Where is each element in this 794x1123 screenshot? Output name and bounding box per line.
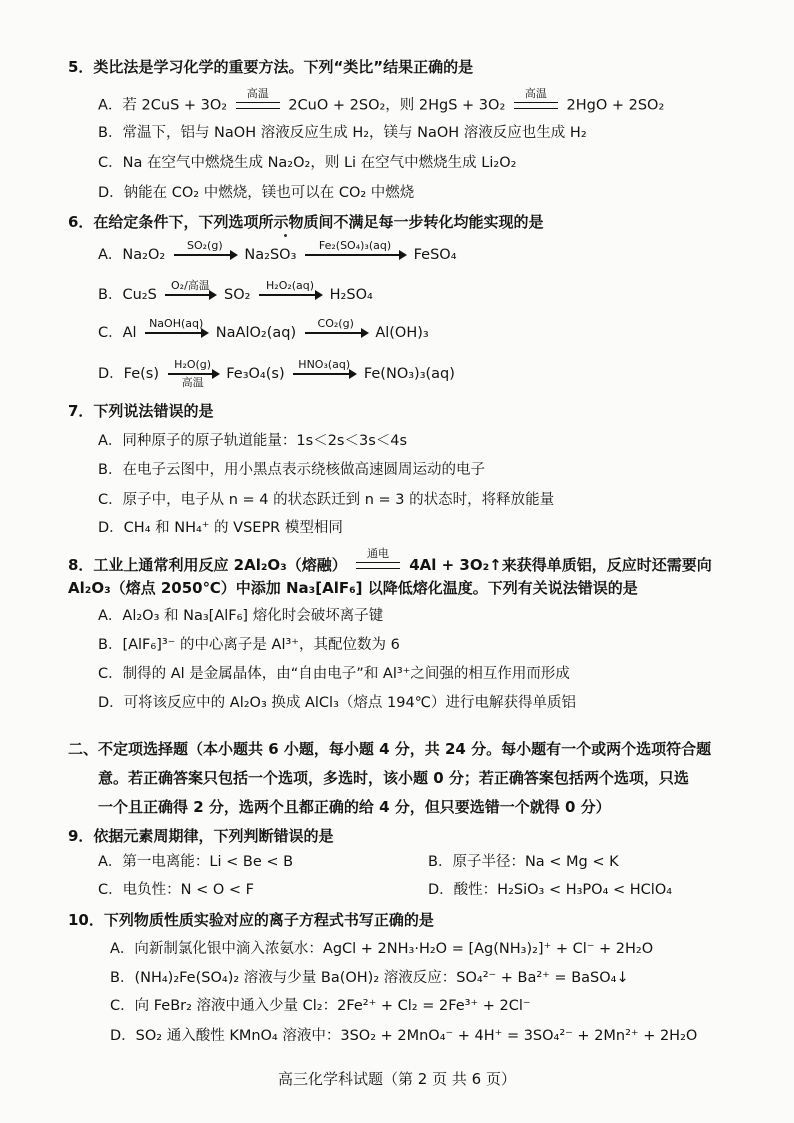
q5-option-c: C．Na 在空气中燃烧生成 Na₂O₂，则 Li 在空气中燃烧生成 Li₂O₂	[98, 155, 517, 171]
q9-option-c: C．电负性：N < O < F	[98, 882, 254, 898]
page-footer: 高三化学科试题（第 2 页 共 6 页）	[278, 1070, 516, 1088]
q6-d-product: Fe(NO₃)₃(aq)	[363, 366, 455, 382]
reaction-condition	[514, 88, 558, 123]
q5-a-text-2: 2CuO + 2SO₂，则 2HgS + 3O₂	[288, 97, 506, 114]
q6-option-b	[98, 280, 373, 310]
q7-option-c: C．原子中，电子从 n = 4 的状态跃迁到 n = 3 的状态时，将释放能量	[98, 492, 555, 508]
q8-option-d: D．可将该反应中的 Al₂O₃ 换成 AlCl₃（熔点 194℃）进行电解获得单质铝	[98, 695, 576, 711]
section2-instructions-1: 二、不定项选择题（本小题共 6 小题，每小题 4 分，共 24 分。每小题有一个或两个选项符合题	[68, 740, 712, 758]
condition-label: 高温	[246, 87, 269, 100]
conversion-arrow	[293, 359, 355, 389]
q6-stem: 6．在给定条件下，下列选项所示物质间不满足每一步转化均能实现的是	[68, 213, 544, 231]
q6-option-c	[98, 318, 429, 348]
q7-option-a: A．同种原子的原子轨道能量：1s＜2s＜3s＜4s	[98, 433, 408, 449]
q10-option-d: D．SO₂ 通入酸性 KMnO₄ 溶液中：3SO₂ + 2MnO₄⁻ + 4H⁺ = 3SO₄²⁻ + 2Mn²⁺ + 2H₂O	[110, 1028, 698, 1044]
q10-option-c: C．向 FeBr₂ 溶液中通入少量 Cl₂：2Fe²⁺ + Cl₂ = 2Fe³⁺ + 2Cl⁻	[110, 998, 531, 1014]
q7-option-b: B．在电子云图中，用小黑点表示绕核做高速圆周运动的电子	[98, 462, 485, 478]
reaction-condition	[236, 88, 280, 123]
q6-d-reactant: D．Fe(s)	[98, 366, 160, 382]
q6-c-intermediate: NaAlO₂(aq)	[215, 325, 297, 341]
arrow-condition: Fe₂(SO₄)₃(aq)	[318, 239, 392, 252]
q8-option-a: A．Al₂O₃ 和 Na₃[AlF₆] 熔化时会破坏离子键	[98, 608, 384, 624]
q7-stem: 7．下列说法错误的是	[68, 402, 214, 420]
arrow-condition: CO₂(g)	[317, 317, 354, 330]
q5-option-d: D．钠能在 CO₂ 中燃烧，镁也可以在 CO₂ 中燃烧	[98, 185, 415, 201]
arrow-condition-below: 高温	[181, 376, 204, 389]
condition-label: 高温	[524, 87, 547, 100]
q10-option-a: A．向新制氯化银中滴入浓氨水：AgCl + 2NH₃·H₂O = [Ag(NH₃)₂]⁺ + Cl⁻ + 2H₂O	[110, 941, 654, 957]
q7-option-d: D．CH₄ 和 NH₄⁺ 的 VSEPR 模型相同	[98, 520, 343, 536]
conversion-arrow	[168, 359, 218, 389]
q5-a-text-3: 2HgO + 2SO₂	[566, 97, 665, 114]
q9-stem: 9．依据元素周期律，下列判断错误的是	[68, 827, 334, 845]
q8-stem-text-2: 4Al + 3O₂↑来获得单质铝，反应时还需要向	[409, 556, 712, 574]
condition-label: 通电	[366, 547, 389, 560]
arrow-condition: H₂O₂(aq)	[266, 279, 315, 292]
q6-a-reactant: A．Na₂O₂	[98, 247, 166, 263]
q6-d-intermediate: Fe₃O₄(s)	[226, 366, 285, 382]
q5-a-text-1: A．若 2CuS + 3O₂	[98, 97, 228, 114]
q6-c-reactant: C．Al	[98, 325, 137, 341]
conversion-arrow	[145, 318, 207, 348]
q6-a-intermediate: Na₂SO₃	[244, 247, 297, 263]
q6-b-intermediate: SO₂	[224, 287, 251, 303]
q5-option-a	[98, 88, 664, 123]
q10-option-b: B．(NH₄)₂Fe(SO₄)₂ 溶液与少量 Ba(OH)₂ 溶液反应：SO₄²⁻ + Ba²⁺ = BaSO₄↓	[110, 970, 629, 986]
arrow-condition: H₂O(g)	[174, 358, 212, 371]
conversion-arrow	[259, 280, 321, 310]
conversion-arrow	[305, 318, 367, 348]
emphasis-dot	[284, 234, 287, 237]
q8-option-b: B．[AlF₆]³⁻ 的中心离子是 Al³⁺，其配位数为 6	[98, 637, 400, 653]
conversion-arrow	[165, 280, 215, 310]
arrow-condition: HNO₃(aq)	[298, 358, 351, 371]
q10-stem: 10．下列物质性质实验对应的离子方程式书写正确的是	[68, 911, 434, 929]
q6-c-product: Al(OH)₃	[375, 325, 429, 341]
section2-instructions-2: 意。若正确答案只包括一个选项，多选时，该小题 0 分；若正确答案包括两个选项，只选	[98, 769, 689, 787]
q8-stem-text-1: 8．工业上通常利用反应 2Al₂O₃（熔融）	[68, 556, 347, 574]
q9-option-b: B．原子半径：Na < Mg < K	[428, 854, 619, 870]
q8-option-c: C．制得的 Al 是金属晶体，由“自由电子”和 Al³⁺之间强的相互作用而形成	[98, 666, 570, 682]
q9-option-d: D．酸性：H₂SiO₃ < H₃PO₄ < HClO₄	[428, 882, 673, 898]
arrow-condition: O₂/高温	[171, 279, 210, 292]
q9-option-a: A．第一电离能：Li < Be < B	[98, 854, 294, 870]
conversion-arrow	[174, 240, 236, 270]
arrow-condition: SO₂(g)	[187, 239, 223, 252]
q5-stem: 5．类比法是学习化学的重要方法。下列“类比”结果正确的是	[68, 58, 474, 76]
q6-b-reactant: B．Cu₂S	[98, 287, 157, 303]
q5-option-b: B．常温下，铝与 NaOH 溶液反应生成 H₂，镁与 NaOH 溶液反应也生成 H₂	[98, 125, 587, 141]
q6-a-product: FeSO₄	[413, 247, 457, 263]
q6-option-d	[98, 359, 455, 389]
arrow-condition: NaOH(aq)	[149, 317, 204, 330]
q8-stem-line2: Al₂O₃（熔点 2050℃）中添加 Na₃[AlF₆] 以降低熔化温度。下列有关说法错误的是	[68, 579, 638, 597]
conversion-arrow	[305, 240, 405, 270]
q6-option-a	[98, 240, 457, 270]
q6-b-product: H₂SO₄	[329, 287, 373, 303]
section2-instructions-3: 一个且正确得 2 分，选两个且都正确的给 4 分，但只要选错一个就得 0 分）	[98, 798, 611, 816]
